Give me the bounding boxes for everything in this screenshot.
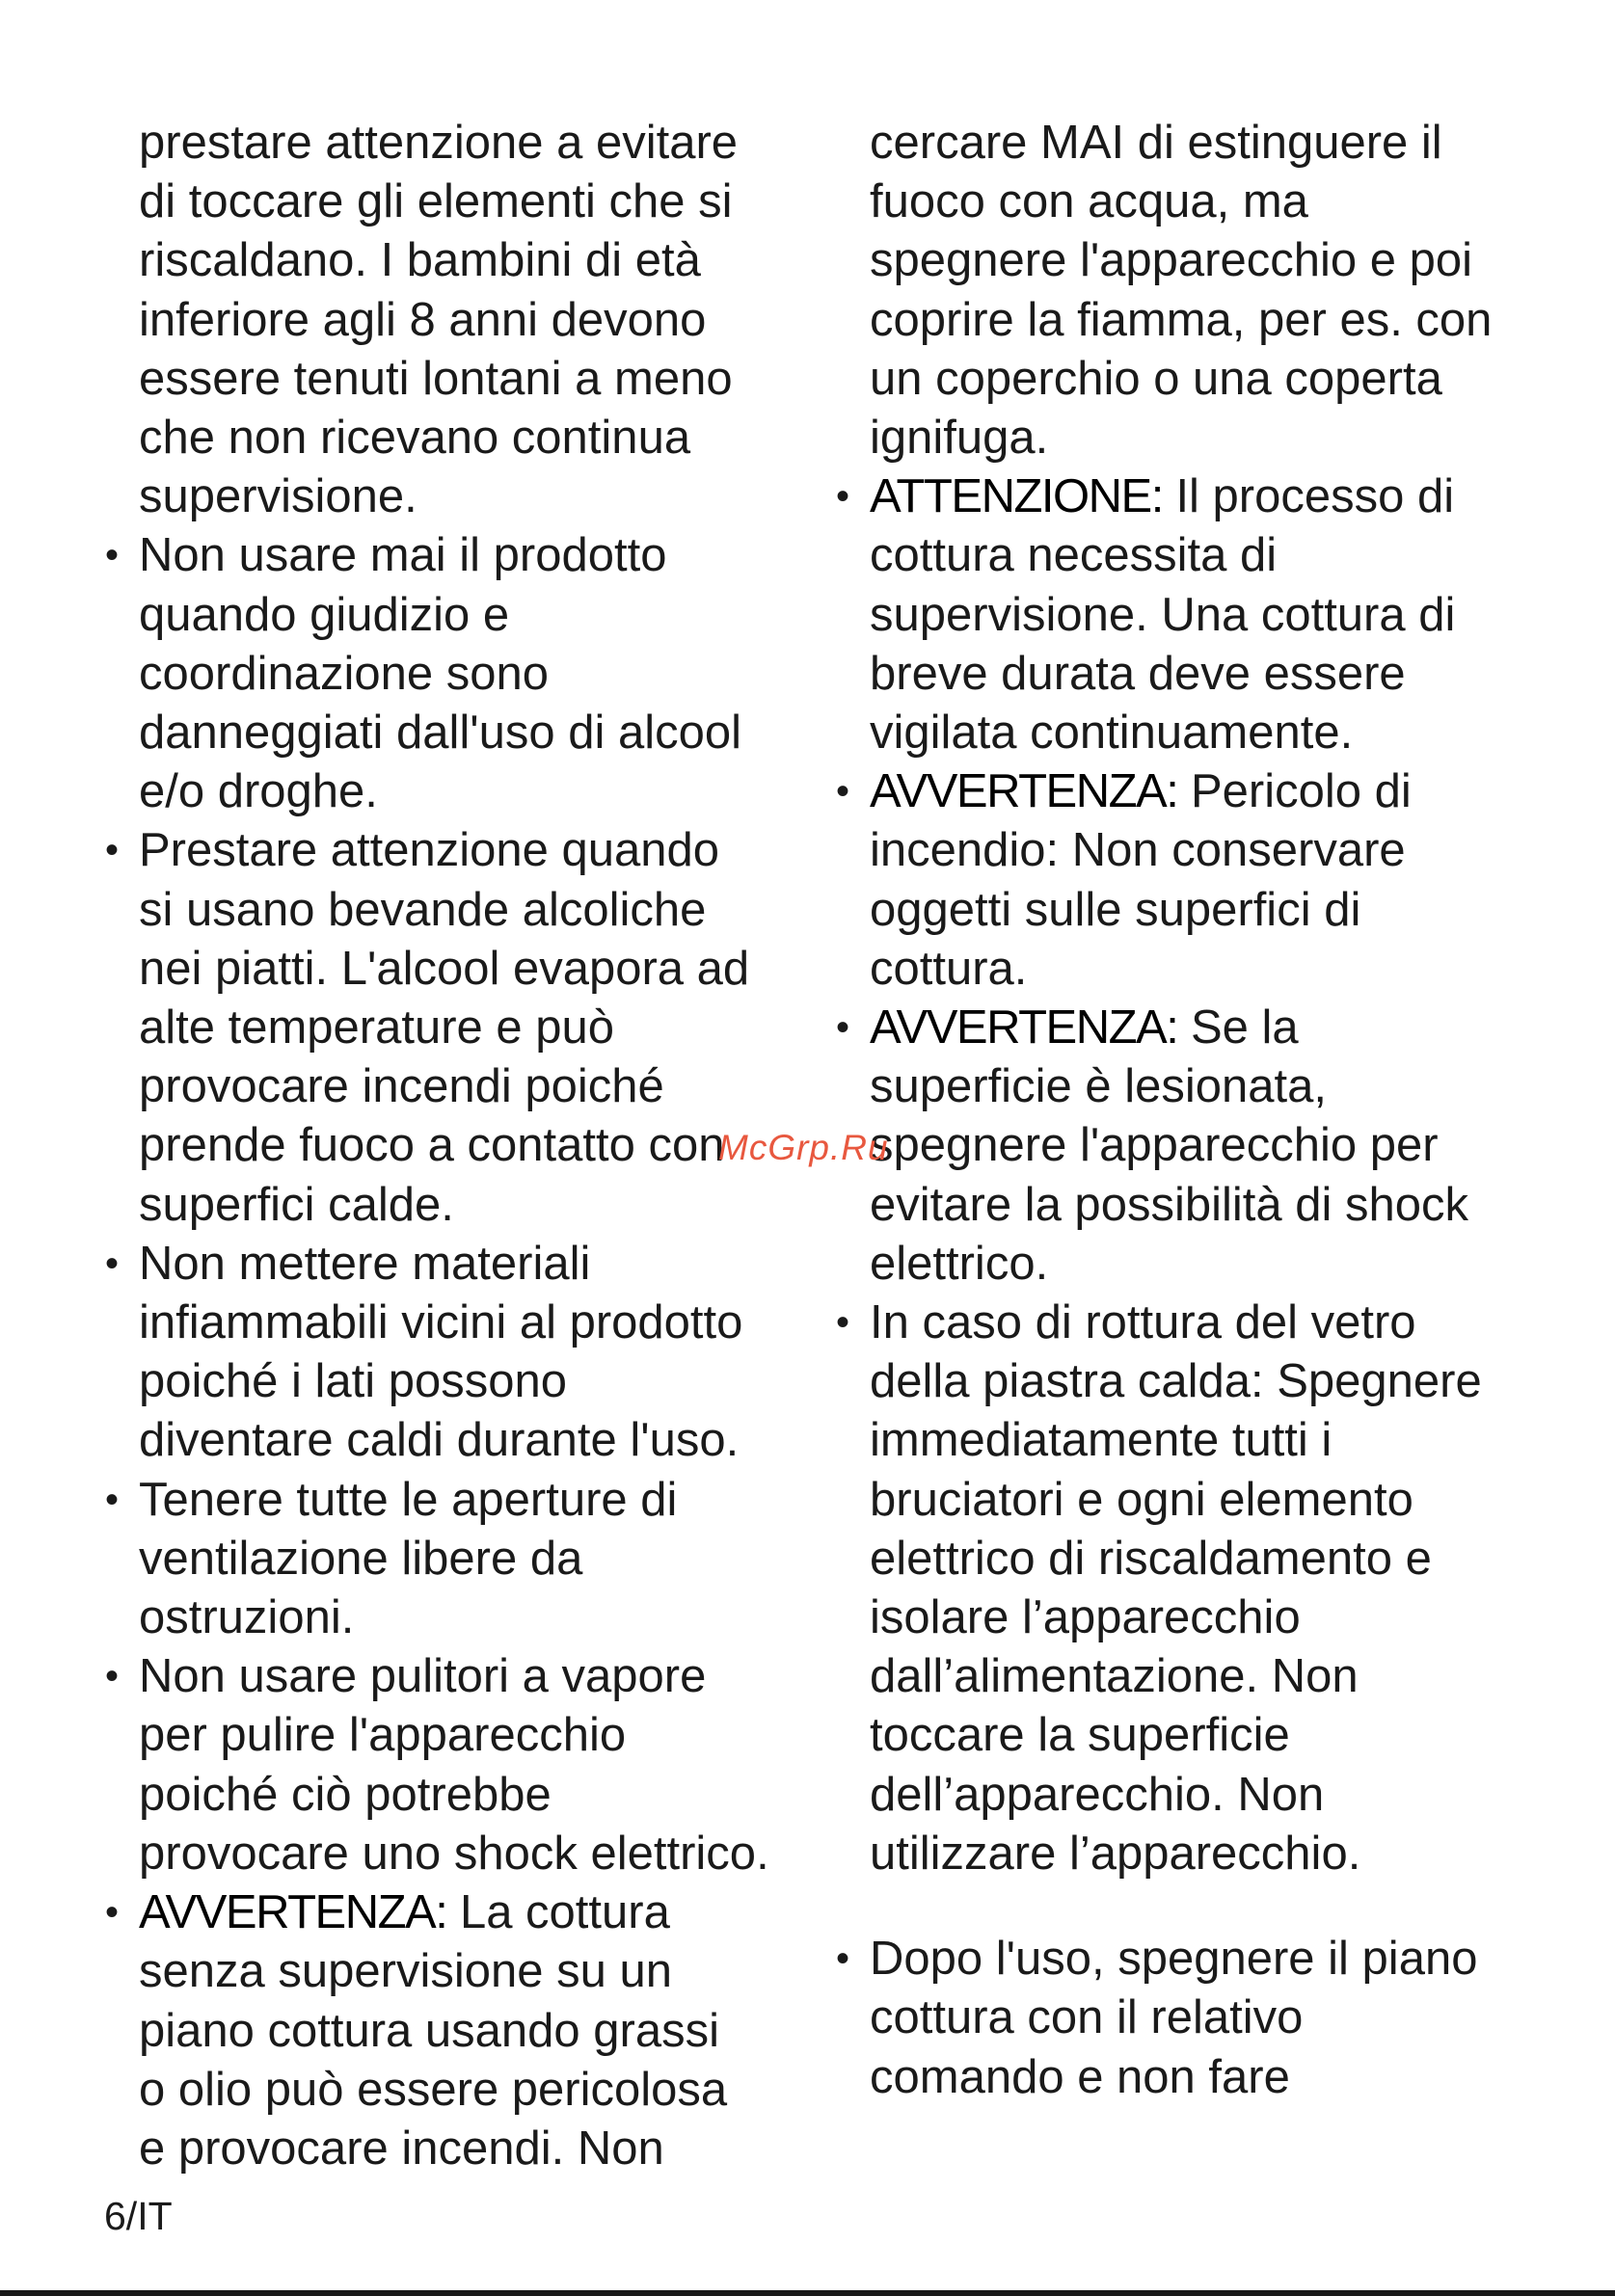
bullet-icon: • [105, 1241, 120, 1285]
text-line: ventilazione libere da [139, 1532, 583, 1585]
text-line: elettrico. [870, 1237, 1049, 1290]
text-line: infiammabili vicini al prodotto [139, 1296, 743, 1349]
text-line: elettrico di riscaldamento e [870, 1532, 1432, 1585]
text-line: senza supervisione su un [139, 1945, 672, 1998]
text-line: dell’apparecchio. Non [870, 1768, 1325, 1821]
list-item [105, 1471, 814, 1648]
bullet-icon: • [105, 829, 120, 872]
bullet-icon: • [105, 1891, 120, 1935]
text-line: essere tenuti lontani a meno [139, 352, 733, 405]
text-line: bruciatori e ogni elemento [870, 1473, 1413, 1526]
text-fragment: Se la [1177, 1001, 1299, 1055]
text-line: inferiore agli 8 anni devono [139, 293, 707, 346]
right-intro-paragraph [870, 114, 1564, 467]
list-item [836, 1294, 1564, 1883]
text-line [870, 467, 1564, 526]
text-line: provocare uno shock elettrico. [139, 1827, 769, 1880]
text-line: e provocare incendi. Non [139, 2122, 664, 2175]
bullet-icon: • [105, 1655, 120, 1698]
text-line: vigilata continuamente. [870, 707, 1354, 760]
list-item [836, 467, 1564, 762]
text-fragment: La cottura [446, 1886, 670, 1939]
text-line: ostruzioni. [139, 1591, 355, 1644]
bullet-icon: • [836, 1937, 850, 1981]
text-line: o olio può essere pericolosa [139, 2063, 728, 2116]
text-line: Non mettere materiali [139, 1237, 591, 1290]
text-line: utilizzare l’apparecchio. [870, 1827, 1361, 1880]
text-line: spegnere l'apparecchio e poi [870, 234, 1473, 287]
text-line: dall’alimentazione. Non [870, 1650, 1359, 1703]
text-line: ignifuga. [870, 412, 1049, 465]
text-line: coprire la fiamma, per es. con [870, 293, 1493, 346]
text-line: alte temperature e può [139, 1001, 615, 1055]
text-line: fuoco con acqua, ma [870, 175, 1308, 228]
bullet-icon: • [836, 1006, 850, 1050]
text-line: In caso di rottura del vetro [870, 1296, 1416, 1349]
text-line: prende fuoco a contatto con [139, 1119, 725, 1172]
warning-label: AVVERTENZA: [139, 1886, 447, 1939]
text-line: poiché ciò potrebbe [139, 1768, 552, 1821]
text-line: oggetti sulle superfici di [870, 883, 1361, 936]
text-line: spegnere l'apparecchio per [870, 1119, 1439, 1172]
text-line: coordinazione sono [139, 647, 549, 700]
bullet-icon: • [836, 770, 850, 814]
text-fragment: Il processo di [1162, 470, 1455, 523]
text-line: piano cottura usando grassi [139, 2004, 719, 2057]
text-line: cercare MAI di estinguere il [870, 117, 1442, 169]
warning-label: AVVERTENZA: [870, 765, 1178, 818]
text-line: toccare la superficie [870, 1709, 1290, 1762]
bullet-icon: • [105, 534, 120, 577]
spacer [870, 1883, 1564, 1930]
text-line [870, 999, 1564, 1057]
text-line: che non ricevano continua [139, 412, 691, 465]
text-line: incendio: Non conservare [870, 824, 1406, 877]
text-line: diventare caldi durante l'uso. [139, 1414, 740, 1467]
list-item [105, 1235, 814, 1471]
text-line: e/o droghe. [139, 765, 378, 818]
list-item [105, 1883, 814, 2178]
list-item [836, 999, 1564, 1294]
text-line: comando e non fare [870, 2050, 1290, 2103]
text-line: Dopo l'uso, spegnere il piano [870, 1933, 1478, 1986]
text-line: danneggiati dall'uso di alcool [139, 707, 742, 760]
text-line: Non usare mai il prodotto [139, 529, 667, 582]
text-line: breve durata deve essere [870, 647, 1406, 700]
text-line: cottura con il relativo [870, 1991, 1304, 2044]
text-line: evitare la possibilità di shock [870, 1178, 1468, 1231]
text-line: immediatamente tutti i [870, 1414, 1332, 1467]
text-line: superficie è lesionata, [870, 1060, 1327, 1113]
warning-label: ATTENZIONE: [870, 470, 1163, 523]
bullet-icon: • [836, 475, 850, 519]
text-line: nei piatti. L'alcool evapora ad [139, 942, 750, 995]
watermark: McGrp.Ru [718, 1128, 889, 1167]
text-line: superfici calde. [139, 1178, 454, 1231]
text-line: poiché i lati possono [139, 1355, 568, 1408]
text-line [139, 1883, 814, 1942]
bullet-icon: • [105, 1478, 120, 1521]
text-line: di toccare gli elementi che si [139, 175, 733, 228]
text-line: supervisione. [139, 470, 417, 523]
bullet-icon: • [836, 1301, 850, 1345]
page-number: 6/IT [104, 2194, 173, 2238]
text-line: supervisione. Una cottura di [870, 588, 1456, 641]
text-line: per pulire l'apparecchio [139, 1709, 627, 1762]
text-fragment: Pericolo di [1177, 765, 1412, 818]
left-column [105, 114, 814, 2178]
list-item [105, 526, 814, 821]
warning-label: AVVERTENZA: [870, 1001, 1178, 1055]
text-line: Prestare attenzione quando [139, 824, 720, 877]
text-line: della piastra calda: Spegnere [870, 1355, 1482, 1408]
text-line: Non usare pulitori a vapore [139, 1650, 707, 1703]
text-line: provocare incendi poiché [139, 1060, 664, 1113]
text-line: riscaldano. I bambini di età [139, 234, 701, 287]
text-line: un coperchio o una coperta [870, 352, 1442, 405]
text-line [870, 762, 1564, 821]
list-item [836, 762, 1564, 999]
list-item [836, 1930, 1564, 2107]
text-line: Tenere tutte le aperture di [139, 1473, 678, 1526]
text-line: prestare attenzione a evitare [139, 117, 739, 169]
text-line: isolare l’apparecchio [870, 1591, 1301, 1644]
text-line: cottura necessita di [870, 529, 1278, 582]
right-column [836, 114, 1564, 2107]
list-item [105, 1647, 814, 1883]
list-item [105, 821, 814, 1234]
text-line: quando giudizio e [139, 588, 510, 641]
text-line: si usano bevande alcoliche [139, 883, 707, 936]
footer-rule [0, 2290, 1615, 2296]
text-line: cottura. [870, 942, 1028, 995]
left-intro-paragraph [139, 114, 814, 526]
